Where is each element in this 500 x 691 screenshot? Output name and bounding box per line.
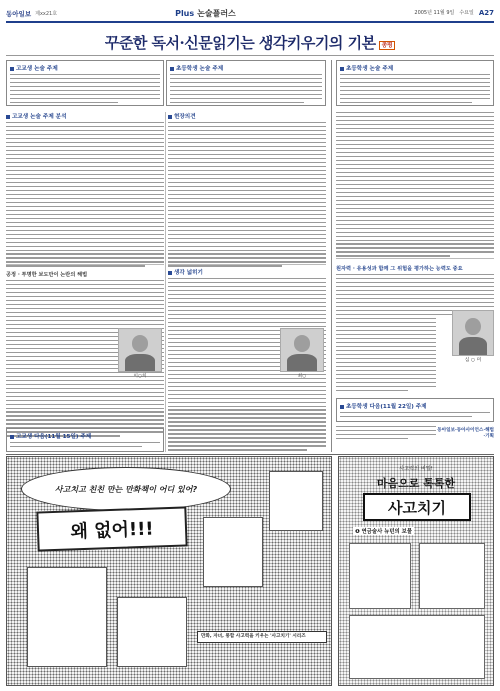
- elem-topic-box: [336, 60, 494, 106]
- middle-divider: [168, 264, 326, 265]
- section-label: [175, 8, 236, 19]
- cartoon-panel: [27, 567, 107, 667]
- right-divider: [336, 258, 494, 259]
- publish-weekday: 수요일: [459, 10, 474, 16]
- columnist-name: 심 ○ 미: [464, 358, 482, 363]
- masthead: [6, 5, 494, 21]
- elem-next-topic-title: 초등학생 다음(11월 22일) 주제: [340, 402, 490, 410]
- headline-tag: 총평: [379, 41, 396, 50]
- footer-notes: [336, 426, 436, 442]
- section-plus: Plus: [175, 8, 195, 18]
- paper-logo: 동아일보: [6, 9, 32, 18]
- publish-date: 2005년 11월 9일: [414, 10, 455, 16]
- cartoon-caption: 만화, 자녀, 통합 사고력을 키우는 '사고치기' 시리즈: [197, 631, 327, 643]
- column-divider-1: [165, 112, 166, 452]
- elem-topic-title: 초등학생 논술 주제: [340, 64, 490, 72]
- book-panel: [349, 543, 411, 609]
- elem-analysis-column: [336, 112, 494, 259]
- cartoon-ad: [6, 456, 332, 686]
- hs-topic-box: [6, 60, 164, 106]
- headline-text: 꾸준한 독서·신문읽기는 생각키우기의 기본: [104, 34, 376, 52]
- book-chapter: ❶ 연금술사 뉴턴의 보물: [355, 529, 413, 535]
- cartoon-panel: [269, 471, 323, 531]
- hs-next-topic-title: 고교생 다음(11월 15일) 주제: [10, 432, 160, 440]
- page-number: A27: [478, 9, 494, 17]
- cartoon-panel: [117, 597, 187, 667]
- think-wider-title: 생각 넓히기: [168, 268, 326, 276]
- hs-sub-head: 공정 · 투명한 보도만이 논란의 해법: [6, 272, 88, 278]
- hs-next-topic-box: [6, 428, 164, 452]
- person-photo-2: [280, 328, 324, 379]
- book-ad: [338, 456, 494, 686]
- photo-caption-1: 이○희: [133, 374, 147, 379]
- book-super-title: 사고력의 비밀!: [399, 466, 433, 472]
- portrait-image: [118, 328, 162, 372]
- section-name: 논술플러스: [197, 8, 236, 18]
- book-panel: [349, 615, 485, 679]
- person-photo-1: [118, 328, 162, 379]
- elem-sub-head: 원자력 · 유용성과 함께 그 위험을 평가하는 능력도 중요: [336, 266, 463, 272]
- elem-topic-title-left: 초등학생 논술 주제: [170, 64, 322, 72]
- sponsor-logo: 동아일보·동아사이언스·해법·기획: [437, 428, 494, 439]
- book-title-line: 마음으로 톡톡한: [376, 477, 456, 490]
- cartoon-panel: [203, 517, 263, 587]
- headline-rule: [6, 55, 494, 56]
- left-divider: [6, 264, 164, 265]
- speech-bubble-big: 왜 없어!!!: [36, 506, 187, 551]
- bottom-rule: [6, 454, 494, 455]
- masthead-meta: [414, 9, 494, 17]
- columnist-photo: [452, 310, 494, 356]
- issue-number: 제xx21호: [35, 10, 58, 17]
- opinion-column: [168, 112, 326, 269]
- elem-topic-box-left: [166, 60, 326, 106]
- columnist-profile: [452, 310, 494, 363]
- opinion-title: 현장의견: [168, 112, 326, 120]
- photo-caption-2: 최○: [297, 374, 307, 379]
- elem-next-topic-box: [336, 398, 494, 422]
- book-big-title: 사고치기: [363, 493, 471, 521]
- portrait-image: [280, 328, 324, 372]
- hs-topic-title: 고교생 논술 주제: [10, 64, 160, 72]
- page-headline: [0, 32, 500, 53]
- hs-analysis-column: [6, 112, 164, 269]
- book-panel: [419, 543, 485, 609]
- hs-analysis-title: 고교생 논술 주제 분석: [6, 112, 164, 120]
- masthead-rule: [6, 21, 494, 23]
- column-divider-2: [331, 60, 332, 452]
- speech-bubble-top: 사고치고 친친 만는 만화책이 어디 있어?: [21, 467, 231, 511]
